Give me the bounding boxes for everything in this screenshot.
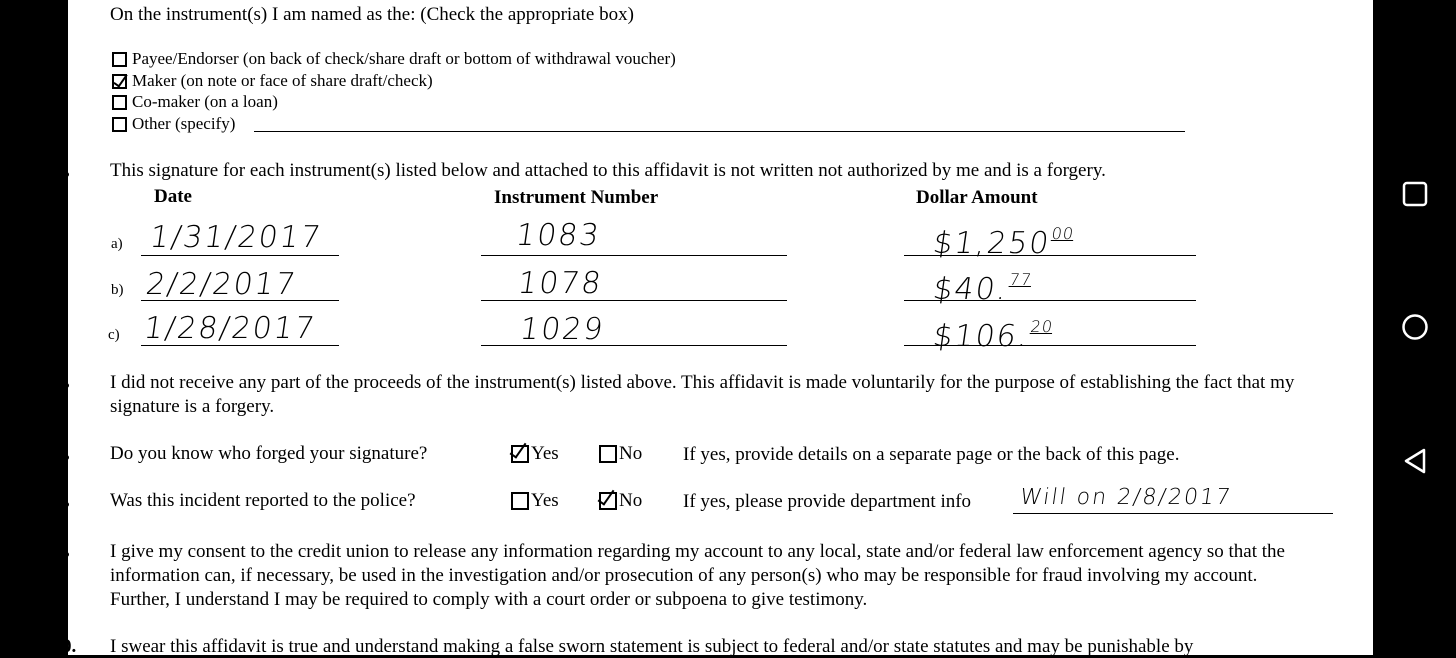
- q1-no-option[interactable]: [599, 443, 642, 465]
- recent-apps-icon: [1401, 180, 1429, 208]
- role-option-comaker[interactable]: [112, 92, 278, 112]
- role-option-other[interactable]: [112, 114, 235, 134]
- amount-cents: 00: [1050, 224, 1076, 243]
- item-number: 0.: [62, 636, 77, 657]
- role-label: Co-maker (on a loan): [132, 92, 278, 111]
- yes-label: Yes: [531, 490, 559, 511]
- recent-apps-button[interactable]: [1394, 173, 1436, 215]
- amount-main: $106.: [930, 319, 1032, 354]
- back-button[interactable]: [1394, 440, 1436, 482]
- list-marker: [64, 502, 69, 507]
- role-label: Other (specify): [132, 114, 236, 133]
- q1-yes-option[interactable]: [511, 443, 559, 465]
- question-forger-known: Do you know who forged your signature?: [110, 443, 428, 464]
- handwritten-amount: [931, 218, 1076, 260]
- amount-line[interactable]: [904, 255, 1196, 256]
- handwritten-date: 2/2/2017: [143, 267, 300, 302]
- date-line[interactable]: [141, 345, 339, 346]
- checkbox[interactable]: [112, 117, 127, 132]
- checkbox[interactable]: [112, 95, 127, 110]
- document-page: [62, 0, 1373, 657]
- column-header-date: Date: [154, 186, 192, 207]
- swear-statement: I swear this affidavit is true and understand making a false sworn statement is subject to federal and/or state statutes and may be punishable by: [110, 636, 1194, 657]
- checkbox-checked[interactable]: [112, 74, 127, 89]
- home-icon: [1400, 312, 1430, 342]
- role-label: Payee/Endorser (on back of check/share draft or bottom of withdrawal voucher): [132, 49, 676, 68]
- instrument-line[interactable]: [481, 345, 787, 346]
- instrument-line[interactable]: [481, 300, 787, 301]
- column-header-instrument: Instrument Number: [494, 187, 659, 208]
- list-marker: [64, 455, 69, 460]
- amount-cents: 77: [1008, 270, 1034, 289]
- list-marker: [64, 383, 69, 388]
- checkbox-checked[interactable]: [511, 445, 529, 463]
- row-label: c): [108, 327, 120, 343]
- amount-line[interactable]: [904, 300, 1196, 301]
- navigation-bar: [1373, 0, 1456, 655]
- handwritten-instrument: 1078: [515, 266, 605, 301]
- proceeds-statement: I did not receive any part of the proceeds of the instrument(s) listed above. This affidavit is made voluntarily for the purpose of establishing the fact that my signature is a forgery.: [110, 372, 1295, 417]
- handwritten-date: 1/28/2017: [141, 311, 319, 346]
- list-marker: [64, 172, 69, 177]
- amount-line[interactable]: [904, 345, 1196, 346]
- checkbox-checked[interactable]: [599, 492, 617, 510]
- instrument-line[interactable]: [481, 255, 787, 256]
- handwritten-instrument: 1029: [517, 312, 607, 347]
- roles-heading: On the instrument(s) I am named as the: (Check the appropriate box): [110, 4, 634, 25]
- checkbox[interactable]: [112, 52, 127, 67]
- q2-yes-option[interactable]: [511, 490, 559, 512]
- row-label: a): [111, 236, 123, 252]
- q2-no-option[interactable]: [599, 490, 642, 512]
- no-label: No: [619, 490, 643, 511]
- consent-statement: I give my consent to the credit union to release any information regarding my account to any local, state and/or federal law enforcement agency so that the information can, if necessary, be used in the investigation and/or prosecution of any person(s) who may be responsible for fraud involving my account. Further, I understand I may be required to comply with a court order or subpoena to give testimony.: [110, 541, 1285, 610]
- date-line[interactable]: [141, 255, 339, 256]
- department-info-line[interactable]: [1013, 513, 1333, 514]
- q1-note: If yes, provide details on a separate page or the back of this page.: [683, 444, 1180, 465]
- forgery-statement: This signature for each instrument(s) listed below and attached to this affidavit is not written not authorized by me and is a forgery.: [110, 160, 1106, 181]
- yes-label: Yes: [531, 443, 559, 464]
- checkbox[interactable]: [599, 445, 617, 463]
- date-line[interactable]: [141, 300, 339, 301]
- handwritten-instrument: 1083: [513, 218, 603, 253]
- list-marker: [64, 552, 69, 557]
- amount-main: $1,250: [930, 226, 1053, 261]
- role-option-maker[interactable]: [112, 71, 433, 91]
- question-police-report: Was this incident reported to the police?: [110, 490, 416, 511]
- amount-main: $40.: [930, 272, 1011, 307]
- column-header-amount: Dollar Amount: [916, 187, 1038, 208]
- q2-note: If yes, please provide department info: [683, 491, 972, 512]
- role-option-payee[interactable]: [112, 49, 676, 69]
- handwritten-amount: [931, 311, 1055, 353]
- checkbox[interactable]: [511, 492, 529, 510]
- handwritten-date: 1/31/2017: [147, 220, 325, 255]
- home-button[interactable]: [1394, 306, 1436, 348]
- amount-cents: 20: [1029, 317, 1055, 336]
- role-label: Maker (on note or face of share draft/check): [132, 71, 433, 90]
- handwritten-department-info: Will on 2/8/2017: [1018, 485, 1234, 510]
- row-label: b): [111, 282, 124, 298]
- no-label: No: [619, 443, 643, 464]
- back-icon: [1401, 446, 1429, 476]
- other-specify-line[interactable]: [254, 131, 1185, 132]
